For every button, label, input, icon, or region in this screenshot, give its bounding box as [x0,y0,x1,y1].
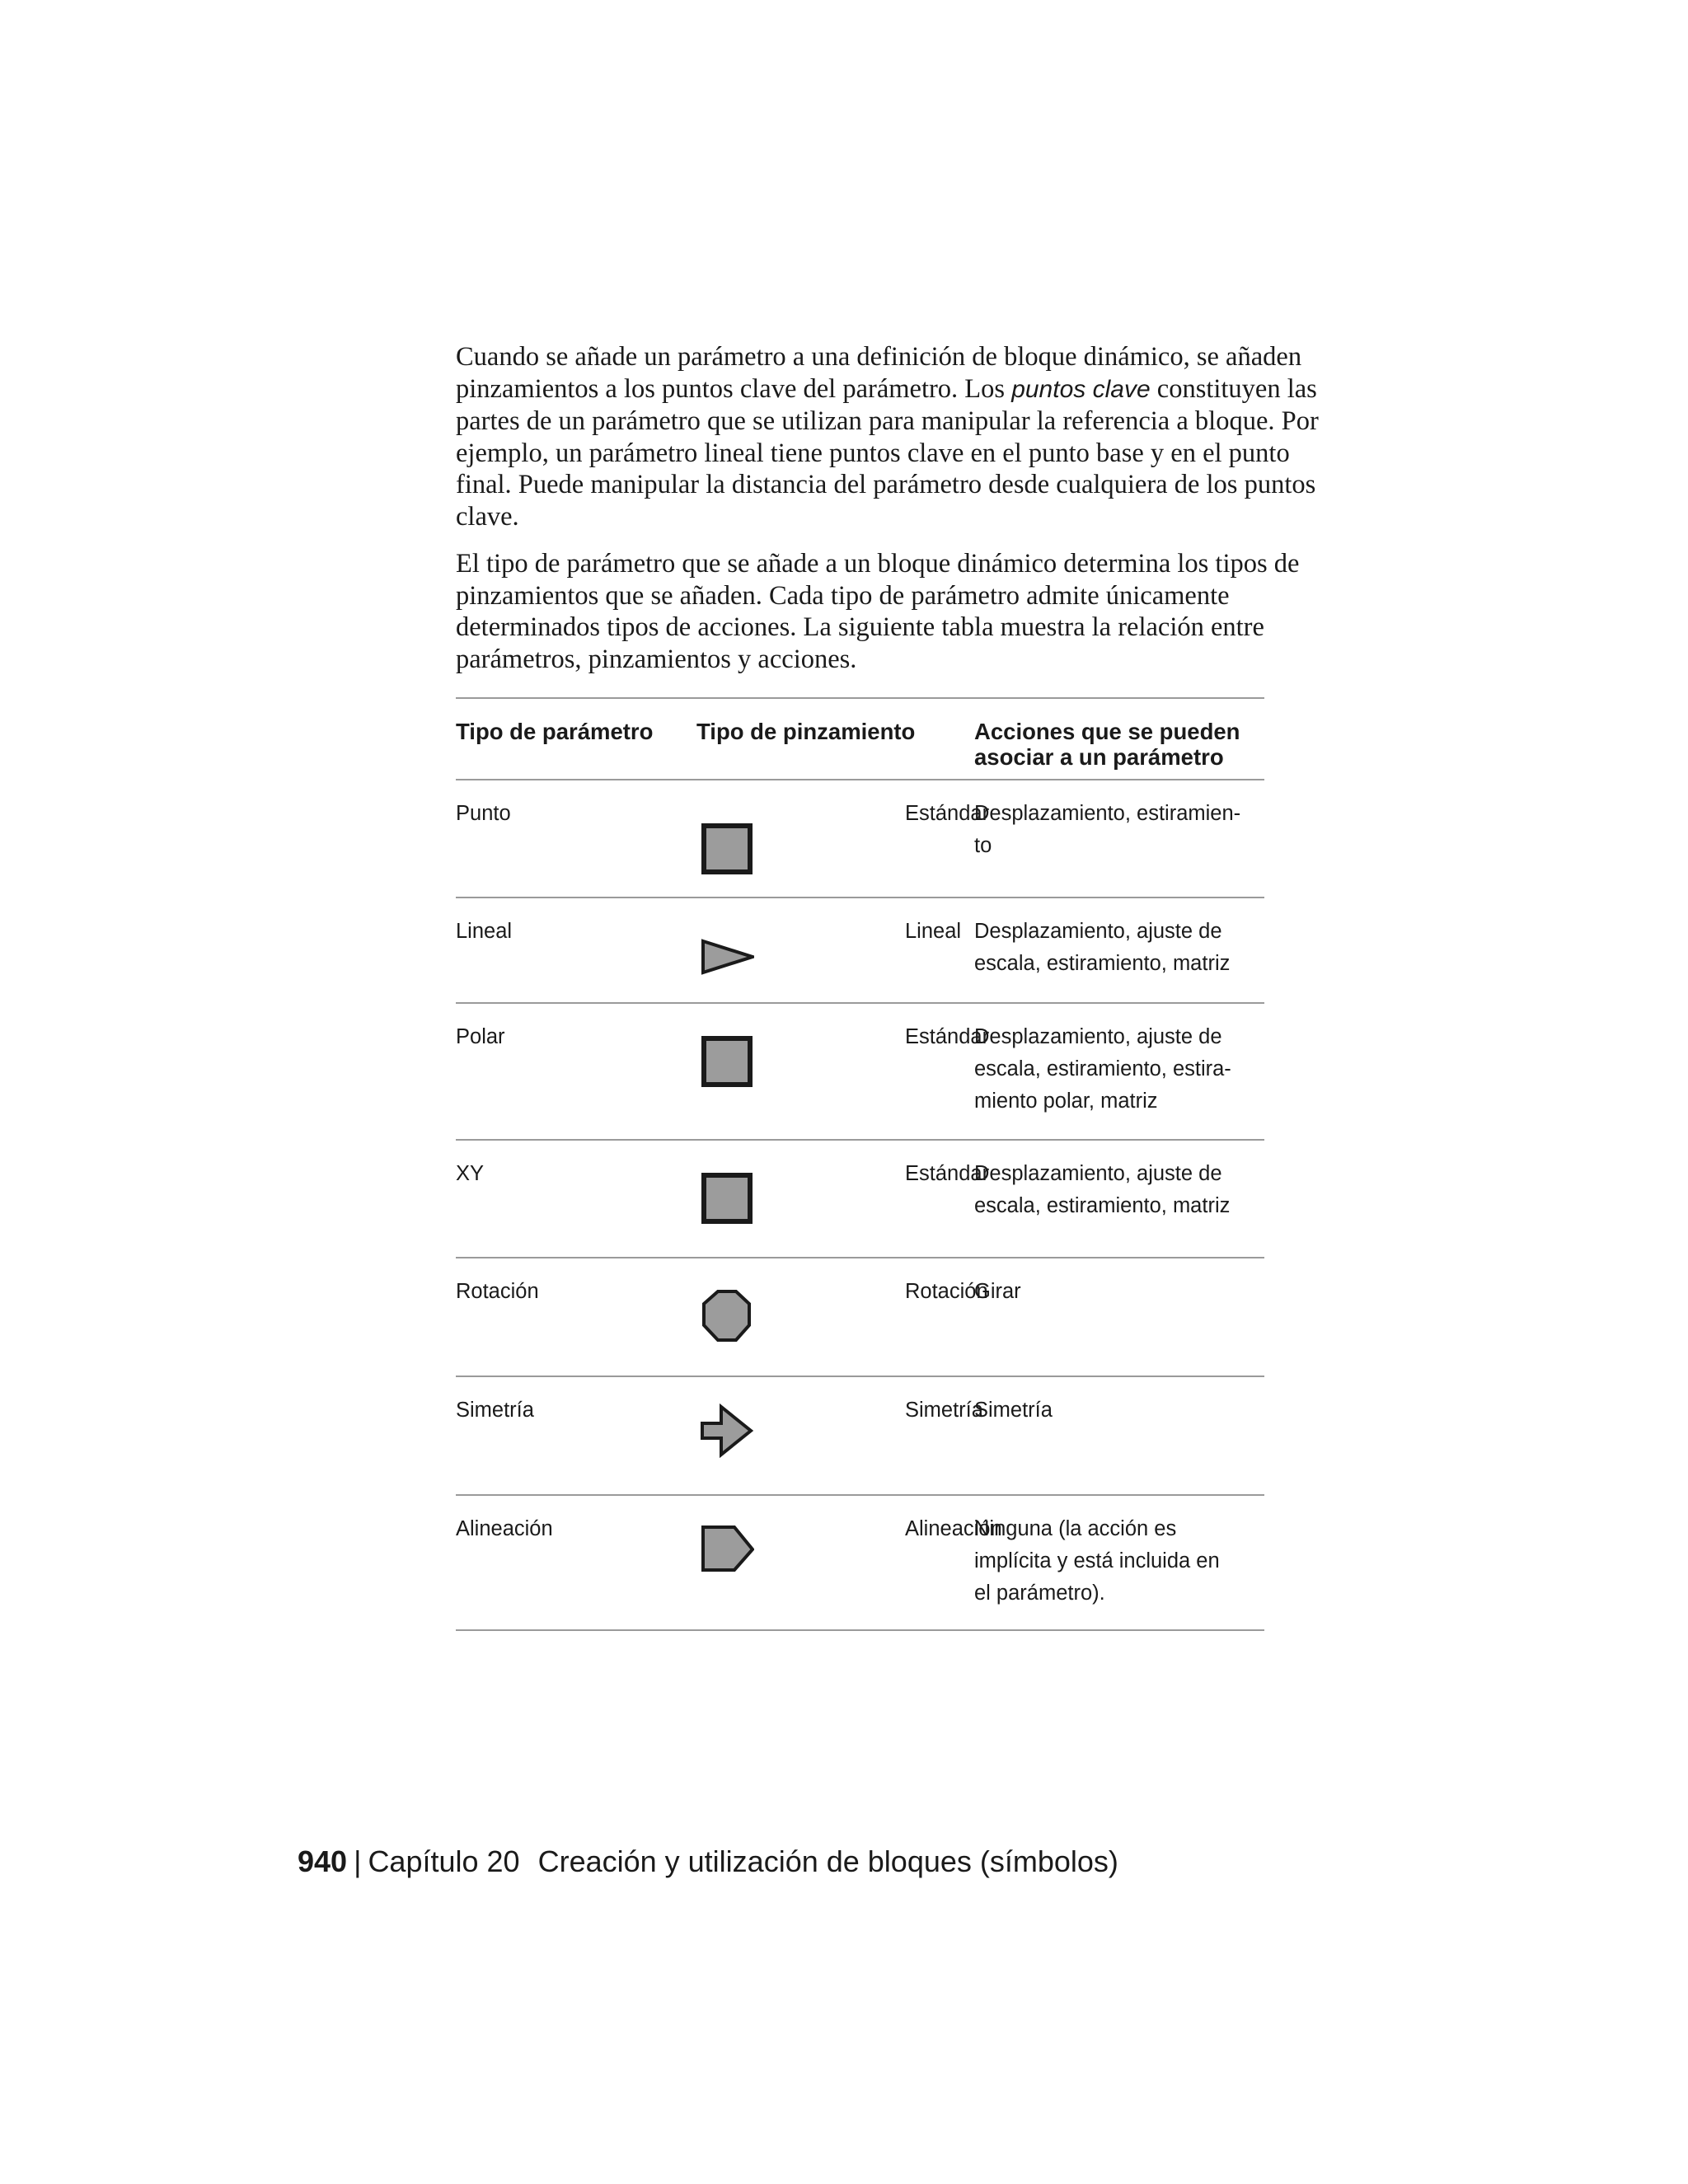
header-actions: Acciones que se pueden asociar a un parámetro [974,719,1240,770]
grip-type-cell: Estándar [905,802,990,825]
header-rule [456,779,1264,780]
alignment-grip-icon [700,1522,754,1577]
actions-cell: Girar [974,1280,1021,1303]
page-footer [298,1844,1118,1880]
row-rule [456,1139,1264,1141]
intro-text-end: constituyen las partes de un parámetro que se utilizan para manipular la referencia a bloque. Por ejemplo, un parámetro lineal tiene puntos clave en el punto base y en el punto final. Puede manipular la distancia del parámetro desde cualquiera de los puntos clave. [456,373,1319,532]
row-rule [456,1376,1264,1377]
parameter-type-cell: Punto [456,802,511,825]
actions-cell: Simetría [974,1399,1053,1422]
parameter-type-cell: Simetría [456,1399,534,1422]
grip-type-cell: Simetría [905,1399,983,1422]
actions-cell: Desplazamiento, ajuste de escala, estiramiento, matriz [974,1162,1231,1217]
key-points-term: puntos clave [1011,375,1151,403]
footer-separator: | [354,1844,362,1878]
parameter-type-cell: Rotación [456,1280,539,1303]
parameter-type-cell: Alineación [456,1517,553,1540]
parameter-type-cell: Polar [456,1025,505,1048]
actions-cell: Ninguna (la acción es implícita y está incluida en el parámetro). [974,1517,1220,1605]
grip-type-cell: Lineal [905,920,962,943]
header-parameter-type: Tipo de parámetro [456,719,654,744]
actions-cell: Desplazamiento, ajuste de escala, estiramiento, matriz [974,920,1231,975]
grip-type-cell: Estándar [905,1025,990,1048]
row-rule [456,1629,1264,1631]
table-top-rule [456,697,1264,699]
chapter-label: Capítulo 20 [368,1844,520,1878]
actions-cell: Desplazamiento, ajuste de escala, estiramiento, estira- miento polar, matriz [974,1025,1231,1113]
linear-grip-icon [700,930,754,984]
row-rule [456,1494,1264,1496]
grip-type-cell: Rotación [905,1280,988,1303]
square-grip-icon [700,822,754,876]
square-grip-icon [700,1034,754,1089]
page-number: 940 [298,1844,348,1878]
actions-cell: Desplazamiento, estiramien- to [974,802,1241,857]
parameter-type-cell: Lineal [456,920,513,943]
intro-text-start: Cuando se añade un parámetro a una definición de bloque dinámico, se añaden pinzamientos a los puntos clave del parámetro. Los [456,342,1302,404]
row-rule [456,1257,1264,1258]
row-rule [456,1002,1264,1004]
grip-type-cell: Estándar [905,1162,990,1185]
grip-type-cell: Alineación [905,1517,1002,1540]
chapter-title: Creación y utilización de bloques (símbolos) [537,1844,1118,1878]
intro-paragraph [456,341,1342,533]
parameter-type-cell: XY [456,1162,485,1185]
flip-grip-icon [700,1404,754,1458]
table-intro-paragraph: El tipo de parámetro que se añade a un bloque dinámico determina los tipos de pinzamientos que se añaden. Cada tipo de parámetro admite únicamente determinados tipos de acciones. La siguiente tabla muestra la relación entre parámetros, pinzamientos y acciones. [456,549,1300,674]
row-rule [456,897,1264,898]
header-grip-type: Tipo de pinzamiento [696,719,916,744]
square-grip-icon [700,1171,754,1226]
rotation-grip-icon [700,1289,754,1343]
